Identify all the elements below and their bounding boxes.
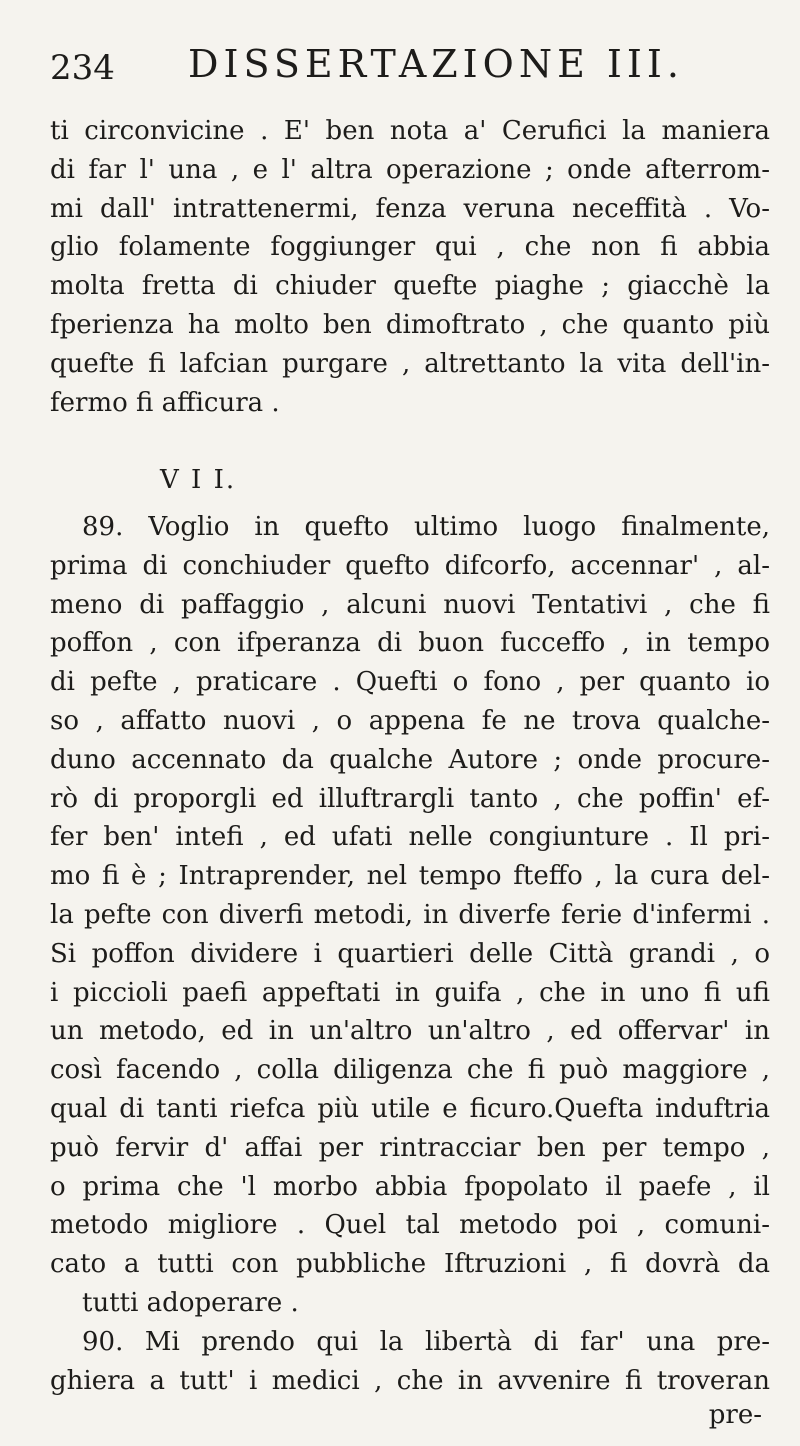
text-line: poffon , con ifperanza di buon fucceffo , in tempo (50, 628, 770, 659)
page-number: 234 (50, 48, 115, 88)
text-line: un metodo, ed in un'altro un'altro , ed offervar' in (50, 1016, 770, 1047)
text-line: so , affatto nuovi , o appena fe ne trova qualche- (50, 705, 770, 736)
catchword: pre- (708, 1400, 762, 1431)
text-line: fermo fi afficura . (50, 387, 280, 418)
running-title: DISSERTAZIONE III. (188, 42, 685, 86)
text-body (50, 112, 770, 1439)
text-line: rò di proporgli ed illuftrargli tanto , che poffin' ef- (50, 783, 770, 814)
page-header (44, 42, 760, 86)
text-line: meno di paffaggio , alcuni nuovi Tentativi , che fi (50, 589, 770, 620)
text-line: tutti adoperare . (82, 1287, 299, 1318)
text-line: glio folamente foggiunger qui , che non fi abbia (50, 232, 770, 263)
text-line: la pefte con diverfi metodi, in diverfe ferie d'infermi . (50, 899, 770, 930)
text-line: quefte fi lafcian purgare , altrettanto la vita dell'in- (50, 348, 770, 379)
text-line: duno accennato da qualche Autore ; onde procure- (50, 744, 770, 775)
section-heading: V I I. (160, 465, 237, 496)
text-line: metodo migliore . Quel tal metodo poi , comuni- (50, 1210, 770, 1241)
text-line: molta fretta di chiuder quefte piaghe ; giacchè la (50, 271, 770, 302)
text-line: mi dall' intrattenermi, fenza veruna neceffità . Vo- (50, 193, 770, 224)
text-line: ti circonvicine . E' ben nota a' Cerufici la maniera (50, 116, 770, 146)
paragraph-start: 90. Mi prendo qui la libertà di far' una pre- (82, 1326, 770, 1357)
text-line: di far l' una , e l' altra operazione ; onde afterrom- (50, 154, 770, 185)
text-line: qual di tanti riefca più utile e ficuro.Quefta induftria (50, 1093, 770, 1124)
text-line: ghiera a tutt' i medici , che in avvenire fi troveran (50, 1365, 770, 1396)
text-line: fperienza ha molto ben dimoftrato , che quanto più (50, 309, 770, 340)
paragraph-start: 89. Voglio in quefto ultimo luogo finalmente, (82, 511, 770, 542)
text-line: o prima che 'l morbo abbia fpopolato il paefe , il (50, 1171, 770, 1202)
text-line: così facendo , colla diligenza che fi può maggiore , (50, 1055, 770, 1086)
text-line: i piccioli paefi appeftati in guifa , che in uno fi ufi (50, 977, 770, 1008)
text-line: mo fi è ; Intraprender, nel tempo fteffo , la cura del- (50, 861, 770, 892)
text-line: cato a tutti con pubbliche Iftruzioni , fi dovrà da (50, 1249, 770, 1280)
text-line: di pefte , praticare . Quefti o fono , per quanto io (50, 667, 770, 698)
text-line: prima di conchiuder quefto difcorfo, accennar' , al- (50, 550, 770, 581)
text-line: può fervir d' affai per rintracciar ben per tempo , (50, 1132, 770, 1163)
text-line: fer ben' intefi , ed ufati nelle congiunture . Il pri- (50, 822, 770, 853)
text-line: Si poffon dividere i quartieri delle Città grandi , o (50, 938, 770, 969)
